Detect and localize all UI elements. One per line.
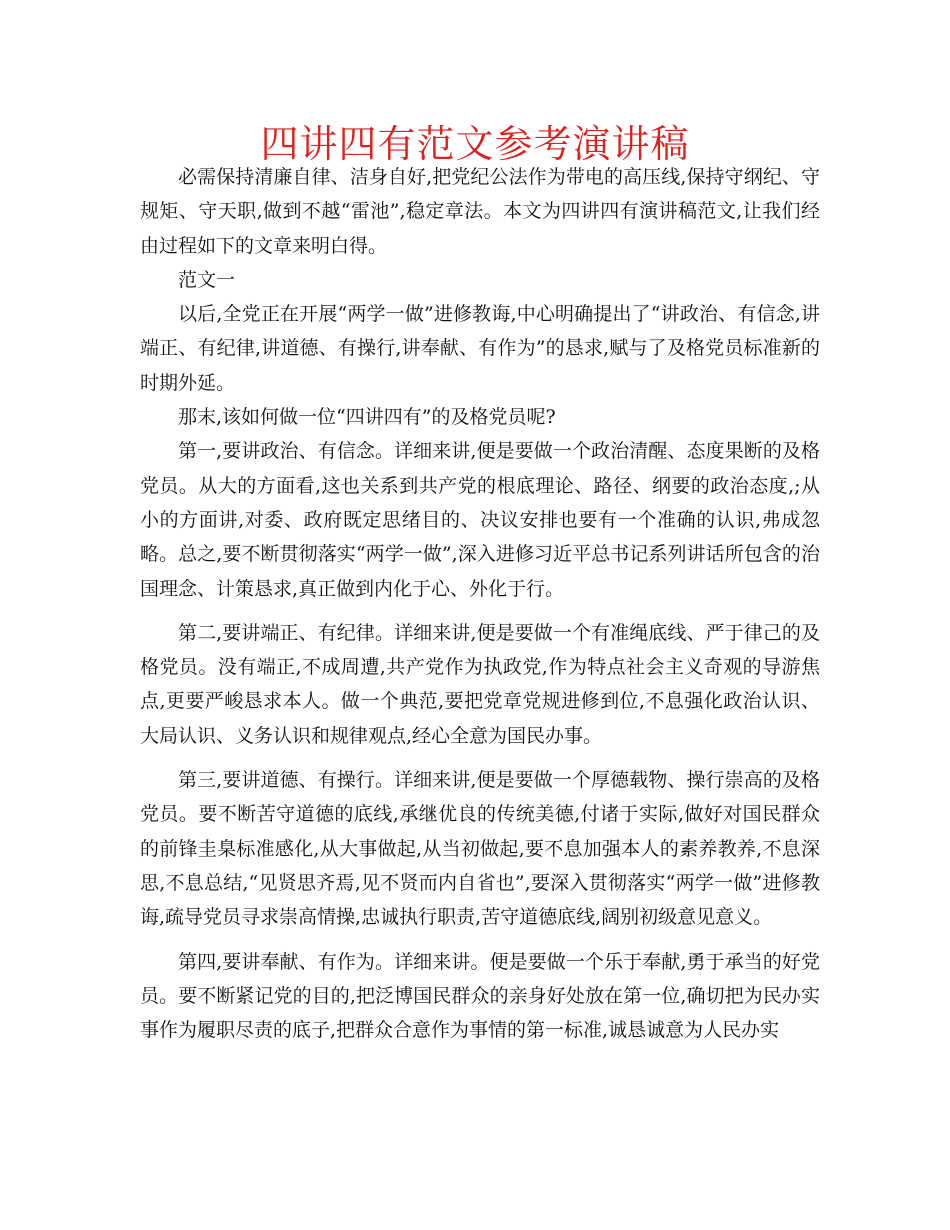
document-body [140, 160, 820, 1047]
paragraph-section-heading: 范文一 [178, 268, 236, 291]
paragraph-question: 那末,该如何做一位“四讲四有”的及格党员呢? [178, 406, 556, 429]
paragraph-point-four: 第四,要讲奉献、有作为。详细来讲。便是要做一个乐于奉献,勇于承当的好党员。要不断紧记党的目的,把泛博国民群众的亲身好处放在第一位,确切把为民办实事作为履职尽责的底子,把群众合意作为事情的第一标准,诚恳诚意为人民办实 [140, 950, 820, 1042]
paragraph-current-context: 以后,全党正在开展“两学一做”进修教诲,中心明确提出了“讲政治、有信念,讲端正、有纪律,讲道德、有操行,讲奉献、有作为”的恳求,赋与了及格党员标准新的时期外延。 [140, 303, 820, 394]
paragraph-point-two: 第二,要讲端正、有纪律。详细来讲,便是要做一个有准绳底线、严于律己的及格党员。没有端正,不成周遭,共产党作为执政党,作为特点社会主义奇观的导游焦点,更要严峻恳求本人。做一个典范,要把党章党规进修到位,不息强化政治认识、大局认识、义务认识和规律观点,经心全意为国民办事。 [140, 621, 820, 747]
paragraph-point-three: 第三,要讲道德、有操行。详细来讲,便是要做一个厚德载物、操行崇高的及格党员。要不断苦守道德的底线,承继优良的传统美德,付诸于实际,做好对国民群众的前锋圭臬标准感化,从大事做起,从当初做起,要不息加强本人的素养教养,不息深思,不息总结,“见贤思齐焉,见不贤而内自省也”,要深入贯彻落实“两学一做”进修教诲,疏导党员寻求崇高情操,忠诚执行职责,苦守道德底线,阔别初级意见意义。 [140, 769, 820, 929]
document-title: 四讲四有范文参考演讲稿 [260, 122, 690, 166]
paragraph-intro: 必需保持清廉自律、洁身自好,把党纪公法作为带电的高压线,保持守纲纪、守规矩、守天职,做到不越“雷池”,稳定章法。本文为四讲四有演讲稿范文,让我们经由过程如下的文章来明白得。 [140, 166, 820, 257]
paragraph-point-one: 第一,要讲政治、有信念。详细来讲,便是要做一个政治清醒、态度果断的及格党员。从大的方面看,这也关系到共产党的根底理论、路径、纲要的政治态度,;从小的方面讲,对委、政府既定思绪目的、决议安排也要有一个准确的认识,弗成忽略。总之,要不断贯彻落实“两学一做”,深入进修习近平总书记系列讲话所包含的治国理念、计策恳求,真正做到内化于心、外化于行。 [140, 440, 820, 600]
